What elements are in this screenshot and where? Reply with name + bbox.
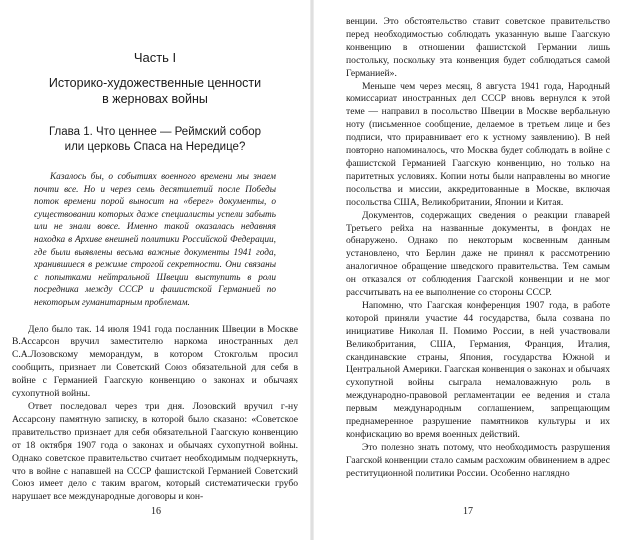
right-text-column: [346, 16, 610, 481]
right-page: [312, 0, 624, 540]
left-text-column: [12, 16, 298, 504]
part-subtitle-line: Историко-художественные ценности: [48, 76, 262, 90]
paragraph: Меньше чем через месяц, 8 августа 1941 года, Народный комиссариат иностранных дел СССР вновь вернулся к этой теме — направил в посольство Швеции в Москве вербальную ноту (письменное сообщение, делаемое в третьем лице и без подписи, что приравнивает его к устному заявлению). В ней повторно напоминалось, что Москва будет соблюдать в войне с фашистской Германией Гаагскую конвенцию, но только на паритетных условиях. Копии ноты были направлены во многие посольства и миссии, аккредитованные в Москве, включая посольства США, Великобритании, Японии и Китая.: [346, 80, 610, 208]
paragraph: Документов, содержащих сведения о реакции главарей Третьего рейха на названные документы, в фондах не обнаружено. Однако по некоторым косвенным данным установлено, что Берлин даже не принял к рассмотрению аналогичное обращение шведского правительства. Тем самым он отказался от соблюдения Гаагской конвенции и не мог рассчитывать на ее выполнение со стороны СССР.: [346, 209, 610, 299]
paragraph: Ответ последовал через три дня. Лозовский вручил г-ну Ассарсону памятную записку, в которой было сказано: «Советское правительство признает для себя обязательной Гаагскую конвенцию от 18 октября 1907 года о законах и обычаях сухопутной войны. Однако советское правительство считает необходимым подчеркнуть, что в войне с напавшей на СССР фашистской Германией Советский Союз имеет дело с таким врагом, который систематически грубо нарушает все международные договоры и кон-: [12, 400, 298, 503]
left-body-text: [12, 324, 298, 505]
part-subtitle: [12, 75, 298, 107]
epigraph-text: Казалось бы, о событиях военного времени мы знаем почти все. Но и через семь десятилетий после Победы поток времени порой выносит на «берег» документы, о существовании которых даже специалисты успели забыть или не знали вовсе. Именно такой оказалась недавняя находка в Архиве внешней политики Российской Федерации, где были выявлены весьма важные документы 1941 года, хранившиеся в режиме строгой секретности. Они связаны с попытками нейтральной Швеции выступить в роли посредника между СССР и фашистской Германией по некоторым гуманитарным проблемам.: [34, 172, 276, 308]
page-number: 17: [463, 506, 473, 517]
part-subtitle-line: в жерновах войны: [102, 92, 208, 106]
paragraph: Дело было так. 14 июля 1941 года посланник Швеции в Москве В.Ассарсон вручил заместителю наркома иностранных дел С.А.Лозовскому меморандум, в котором Стокгольм просил сообщить, признает ли Советский Союз обязательной для себя в войне с Германией Гаагскую конвенцию о законах и обычаях сухопутной войны.: [12, 323, 298, 400]
paragraph: венции. Это обстоятельство ставит советское правительство перед необходимостью соблюдать указанную выше Гаагскую конвенцию в отношении фашистской Германии лишь постольку, поскольку эта конвенция будет соблюдаться самой Германией».: [346, 16, 610, 79]
part-title: Часть I: [133, 50, 177, 65]
chapter-title-line: или церковь Спаса на Нередице?: [64, 141, 246, 153]
chapter-title: [12, 125, 298, 155]
page-number: 16: [151, 506, 161, 517]
right-body-text: [346, 16, 610, 481]
paragraph: Напомню, что Гаагская конференция 1907 года, в работе которой приняли участие 44 государства, была созвана по инициативе Николая II. Помимо России, в ней участвовали Великобритания, США, Германия, Франция, Италия, скандинавские страны, Япония, государства Южной и Центральной Америки. Гаагская конвенция о законах и обычаях сухопутной войны сыграла немаловажную роль в международно-правовой регламентации ее ведения и стала первым международным соглашением, запрещающим преднамеренное разрушение памятников культуры и их конфискацию во время военных действий.: [346, 299, 610, 440]
paragraph: Это полезно знать потому, что необходимость разрушения Гаагской конвенции стало самым расхожим обвинением в адрес реституционной политики России. Особенно наглядно: [346, 441, 610, 479]
chapter-title-line: Глава 1. Что ценнее — Реймский собор: [48, 126, 262, 138]
epigraph: [34, 171, 276, 310]
